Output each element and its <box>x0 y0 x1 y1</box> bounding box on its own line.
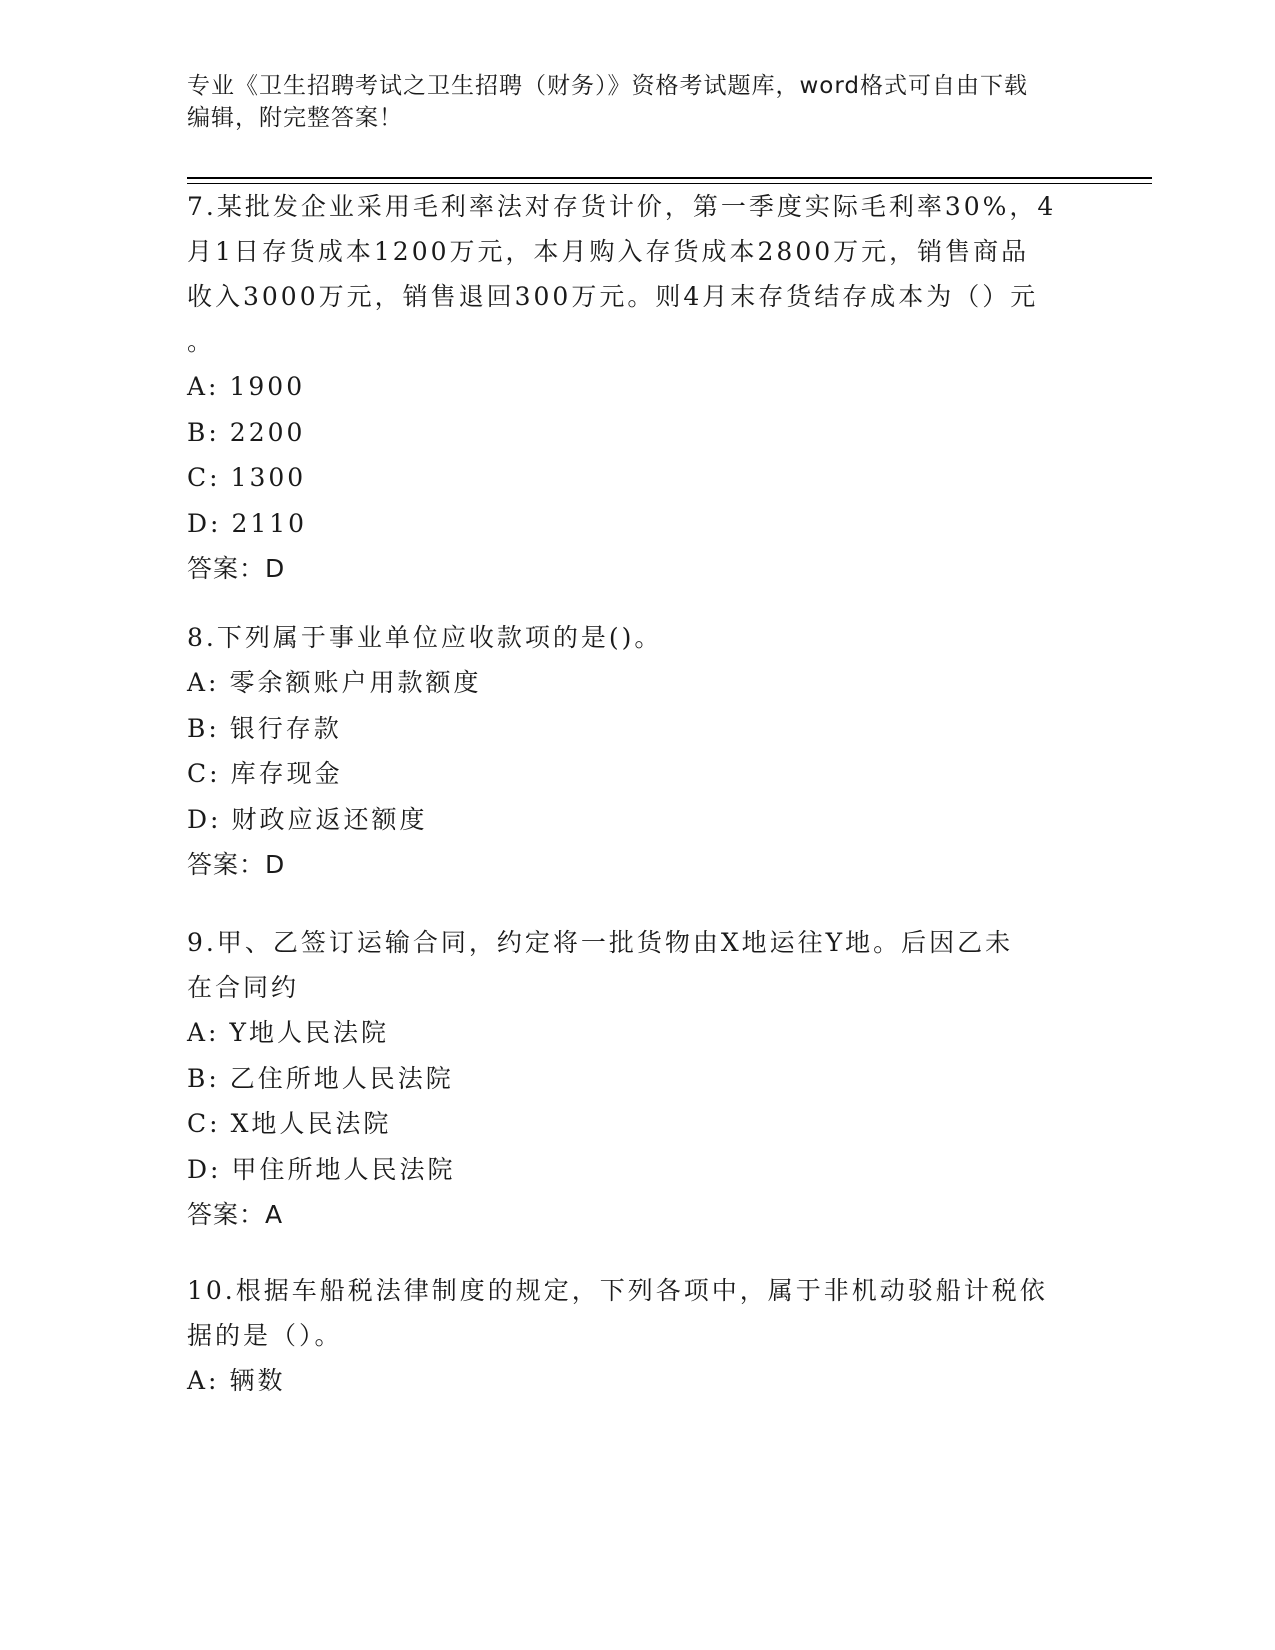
option-text: 乙住所地人民法院 <box>229 1063 454 1093</box>
answer-line: 答案：D <box>187 554 286 583</box>
header-divider-thick <box>187 177 1152 179</box>
option-text: X地人民法院 <box>230 1109 392 1138</box>
option-d <box>187 797 1087 843</box>
option-d <box>187 501 1087 547</box>
option-c <box>187 751 1087 797</box>
option-letter: A: <box>187 1366 220 1395</box>
question-stem <box>187 615 1087 660</box>
option-text: 零余额账户用款额度 <box>229 668 482 697</box>
option-letter: D: <box>187 1154 222 1184</box>
stem-line: 月1日存货成本1200万元，本月购入存货成本2800万元，销售商品 <box>187 237 1030 266</box>
header-line-2: 编辑，附完整答案！ <box>187 105 403 131</box>
option-c <box>187 1101 1087 1147</box>
question-7 <box>187 184 1087 591</box>
header-line-1: 专业《卫生招聘考试之卫生招聘（财务）》资格考试题库，word格式可自由下载 <box>187 73 1029 99</box>
option-letter: B: <box>187 713 220 743</box>
option-letter: A: <box>187 668 220 697</box>
option-text: 银行存款 <box>229 713 342 743</box>
option-letter: C: <box>187 759 221 788</box>
stem-line: 8.下列属于事业单位应收款项的是()。 <box>187 623 663 652</box>
option-a <box>187 660 1087 706</box>
option-letter: A: <box>187 372 220 401</box>
option-text: 2200 <box>229 417 306 447</box>
question-9 <box>187 920 1087 1237</box>
stem-line: 在合同约 <box>187 973 300 1002</box>
document-header <box>187 70 1067 134</box>
question-stem <box>187 1268 1087 1358</box>
option-letter: D: <box>187 804 222 834</box>
option-letter: C: <box>187 463 221 492</box>
option-b <box>187 1056 1087 1102</box>
option-text: 1300 <box>230 463 307 492</box>
option-text: 2110 <box>231 508 308 538</box>
option-b <box>187 410 1087 456</box>
question-8 <box>187 615 1087 887</box>
option-text: 甲住所地人民法院 <box>231 1154 456 1184</box>
option-text: 财政应返还额度 <box>231 804 428 834</box>
question-stem <box>187 920 1087 1010</box>
option-c <box>187 455 1087 501</box>
stem-line: 据的是（）。 <box>187 1321 343 1350</box>
answer-line: 答案：A <box>187 1200 284 1229</box>
option-a <box>187 364 1087 410</box>
question-stem <box>187 184 1087 364</box>
answer-line: 答案：D <box>187 850 286 879</box>
option-a <box>187 1010 1087 1056</box>
option-a <box>187 1358 1087 1404</box>
option-b <box>187 706 1087 752</box>
stem-line: 。 <box>187 327 216 356</box>
stem-line: 9.甲、乙签订运输合同，约定将一批货物由X地运往Y地。后因乙未 <box>187 928 1014 957</box>
option-letter: A: <box>187 1018 220 1047</box>
option-letter: B: <box>187 1063 220 1093</box>
option-text: Y地人民法院 <box>229 1018 389 1047</box>
stem-line: 10.根据车船税法律制度的规定，下列各项中，属于非机动驳船计税依 <box>187 1276 1048 1305</box>
option-text: 辆数 <box>229 1366 286 1395</box>
stem-line: 7.某批发企业采用毛利率法对存货计价，第一季度实际毛利率30%，4 <box>187 192 1057 221</box>
stem-line: 收入3000万元，销售退回300万元。则4月末存货结存成本为（）元 <box>187 282 1039 311</box>
option-letter: C: <box>187 1109 221 1138</box>
option-letter: B: <box>187 417 220 447</box>
option-text: 1900 <box>229 372 306 401</box>
option-d <box>187 1147 1087 1193</box>
question-10 <box>187 1268 1087 1404</box>
option-letter: D: <box>187 508 222 538</box>
option-text: 库存现金 <box>230 759 343 788</box>
